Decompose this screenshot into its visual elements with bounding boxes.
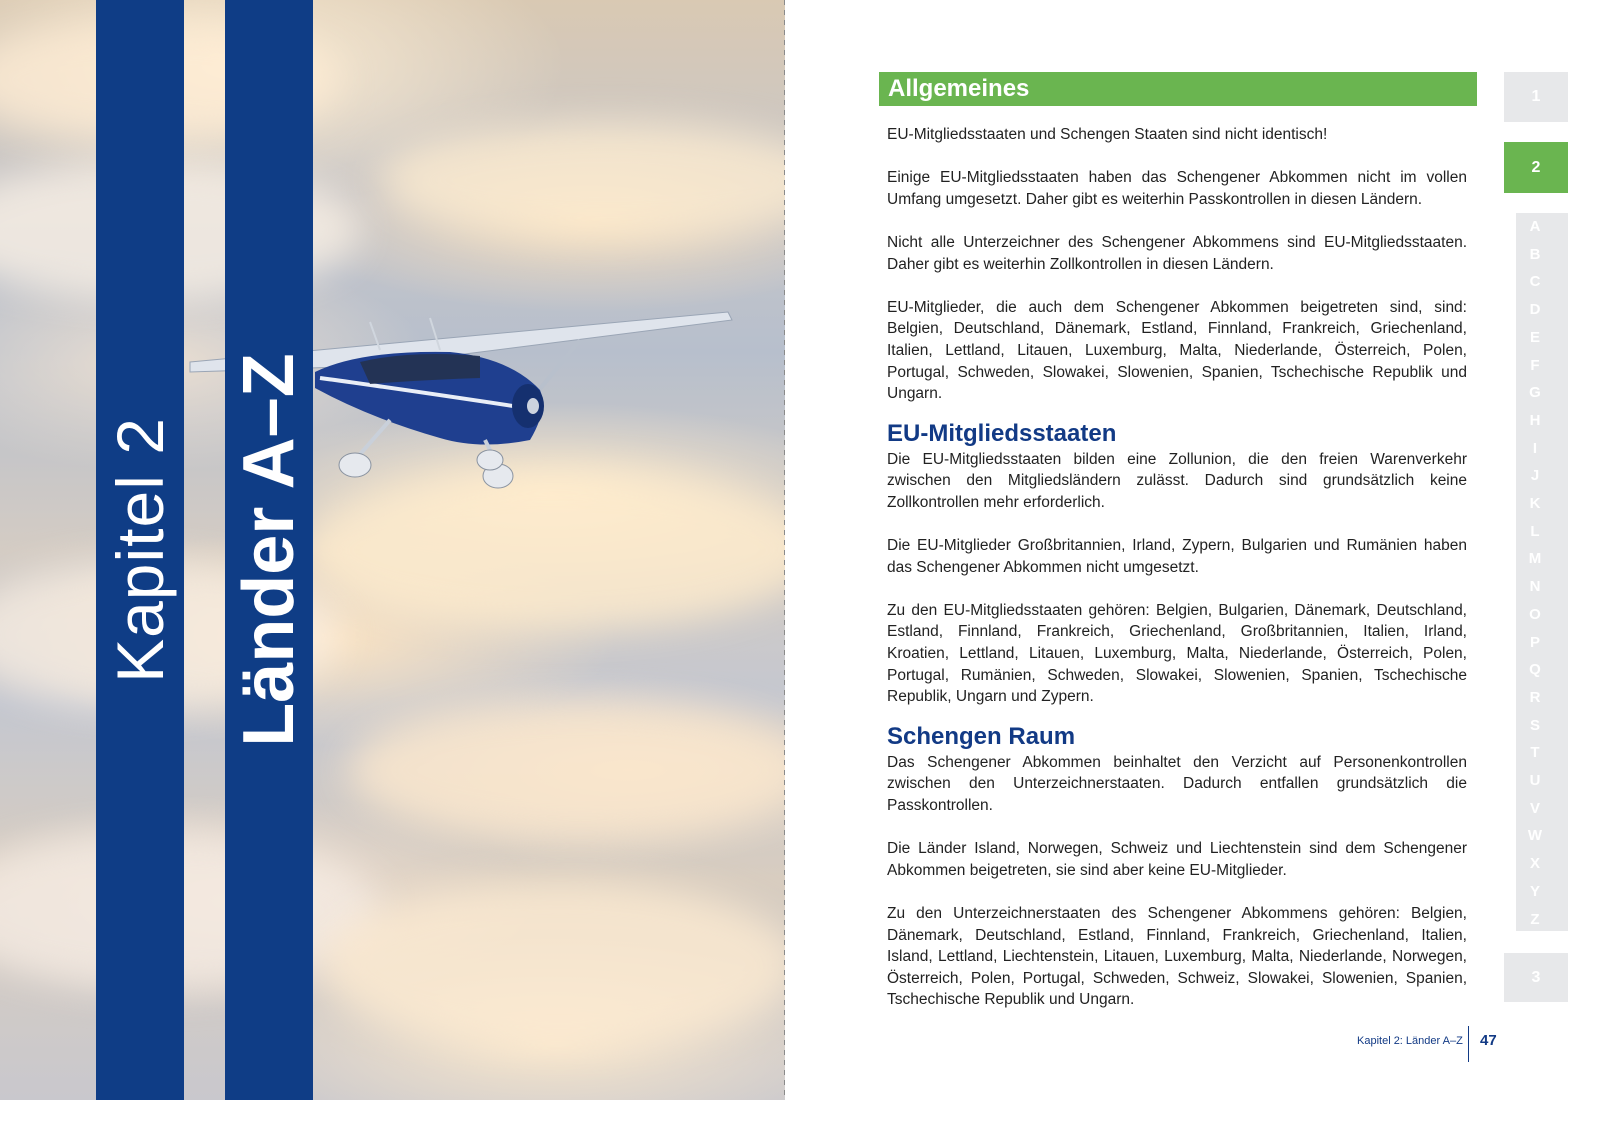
letter-tab-l[interactable]: L	[1530, 522, 1540, 540]
paragraph: EU-Mitgliedsstaaten und Schengen Staaten sind nicht identisch!	[887, 126, 1328, 143]
footer-divider	[1468, 1026, 1469, 1062]
letter-tab-t[interactable]: T	[1530, 744, 1540, 762]
letter-tab-w[interactable]: W	[1527, 827, 1543, 845]
chapter-cover-photo	[0, 0, 785, 1100]
paragraph: Die EU-Mitgliedsstaaten bilden eine Zollunion, die den freien Warenverkehr zwischen den Mitgliedsländern zulässt. Dadurch sind grundsätzlich keine Zollkontrollen mehr erforderlich.	[887, 450, 1467, 511]
letter-tab-j[interactable]: J	[1530, 467, 1540, 485]
paragraph: Zu den Unterzeichnerstaaten des Schengener Abkommens gehören: Belgien, Dänemark, Deutschland, Estland, Finnland, Frankreich, Griechenland, Italien, Island, Lettland, Liechtenstein, Litauen, Luxemburg, Malta, Niederlande, Norwegen, Österreich, Polen, Portugal, Schweden, Schweiz, Slowakei, Slowenien, Spanien, Tschechische Republik und Ungarn.	[887, 905, 1467, 1009]
chapter-tab-2-active[interactable]: 2	[1504, 142, 1568, 193]
letter-tab-q[interactable]: Q	[1529, 661, 1541, 679]
letter-tab-e[interactable]: E	[1529, 328, 1540, 346]
letter-index	[1516, 213, 1568, 931]
chapter-tab-1[interactable]: 1	[1504, 72, 1568, 122]
letter-tab-d[interactable]: D	[1529, 301, 1541, 319]
letter-tab-p[interactable]: P	[1529, 633, 1540, 651]
paragraph: Zu den EU-Mitgliedsstaaten gehören: Belgien, Bulgarien, Dänemark, Deutschland, Estland, Finnland, Frankreich, Griechenland, Großbritannien, Italien, Irland, Kroatien, Lettland, Litauen, Luxemburg, Malta, Niederlande, Österreich, Polen, Portugal, Rumänien, Schweden, Slowakei, Slowenien, Spanien, Tschechische Republik, Ungarn und Zypern.	[887, 601, 1467, 706]
letter-tab-g[interactable]: G	[1529, 384, 1541, 402]
page-number: 47	[1480, 1032, 1497, 1049]
letter-tab-v[interactable]: V	[1529, 799, 1540, 817]
footer-chapter-label: Kapitel 2: Länder A–Z	[1357, 1035, 1463, 1047]
chapter-title: Länder A–Z	[229, 353, 309, 747]
paragraph: Nicht alle Unterzeichner des Schengener Abkommens sind EU-Mitgliedsstaaten. Daher gibt es weiterhin Zollkontrollen in diesen Ländern.	[887, 233, 1467, 273]
letter-tab-h[interactable]: H	[1529, 411, 1541, 429]
schengen-heading: Schengen Raum	[887, 722, 1076, 750]
letter-tab-x[interactable]: X	[1529, 855, 1540, 873]
paragraph: EU-Mitglieder, die auch dem Schengener Abkommen beigetreten sind, sind: Belgien, Deutschland, Dänemark, Estland, Finnland, Frankreich, Griechenland, Italien, Lettland, Litauen, Luxemburg, Malta, Niederlande, Österreich, Polen, Portugal, Schweden, Slowakei, Slowenien, Spanien, Tschechische Republik und Ungarn.	[887, 298, 1467, 403]
letter-tab-s[interactable]: S	[1529, 716, 1540, 734]
section-title: Allgemeines	[888, 75, 1030, 102]
chapter-tab-3[interactable]: 3	[1504, 953, 1568, 1002]
paragraph: Das Schengener Abkommen beinhaltet den Verzicht auf Personenkontrollen zwischen den Unterzeichnerstaaten. Dadurch entfallen grundsätzlich die Passkontrollen.	[887, 753, 1467, 815]
paragraph: Die Länder Island, Norwegen, Schweiz und Liechtenstein sind dem Schengener Abkommen beigetreten, sie sind aber keine EU-Mitglieder.	[887, 840, 1467, 879]
letter-tab-f[interactable]: F	[1530, 356, 1540, 374]
letter-tab-o[interactable]: O	[1529, 605, 1541, 623]
letter-tab-k[interactable]: K	[1529, 495, 1541, 512]
paragraph: Einige EU-Mitgliedsstaaten haben das Schengener Abkommen nicht im vollen Umfang umgesetzt. Daher gibt es weiterhin Passkontrollen in diesen Ländern.	[887, 169, 1467, 208]
letter-tab-a[interactable]: A	[1529, 218, 1541, 235]
letter-tab-c[interactable]: C	[1529, 273, 1541, 291]
letter-tab-y[interactable]: Y	[1529, 882, 1540, 900]
letter-tab-z[interactable]: Z	[1530, 910, 1540, 928]
eu-heading: EU-Mitgliedsstaaten	[887, 419, 1117, 447]
letter-tab-m[interactable]: M	[1528, 550, 1542, 568]
letter-tab-i[interactable]: I	[1532, 439, 1538, 457]
letter-tab-r[interactable]: R	[1529, 688, 1541, 706]
paragraph: Die EU-Mitglieder Großbritannien, Irland, Zypern, Bulgarien und Rumänien haben das Schengener Abkommen nicht umgesetzt.	[887, 537, 1467, 576]
letter-tab-b[interactable]: B	[1529, 245, 1541, 263]
page-content	[887, 72, 1467, 1011]
letter-tab-u[interactable]: U	[1529, 772, 1541, 789]
letter-tab-n[interactable]: N	[1529, 578, 1541, 596]
chapter-number: Kapitel 2	[103, 417, 177, 683]
text-page	[785, 0, 1568, 1100]
